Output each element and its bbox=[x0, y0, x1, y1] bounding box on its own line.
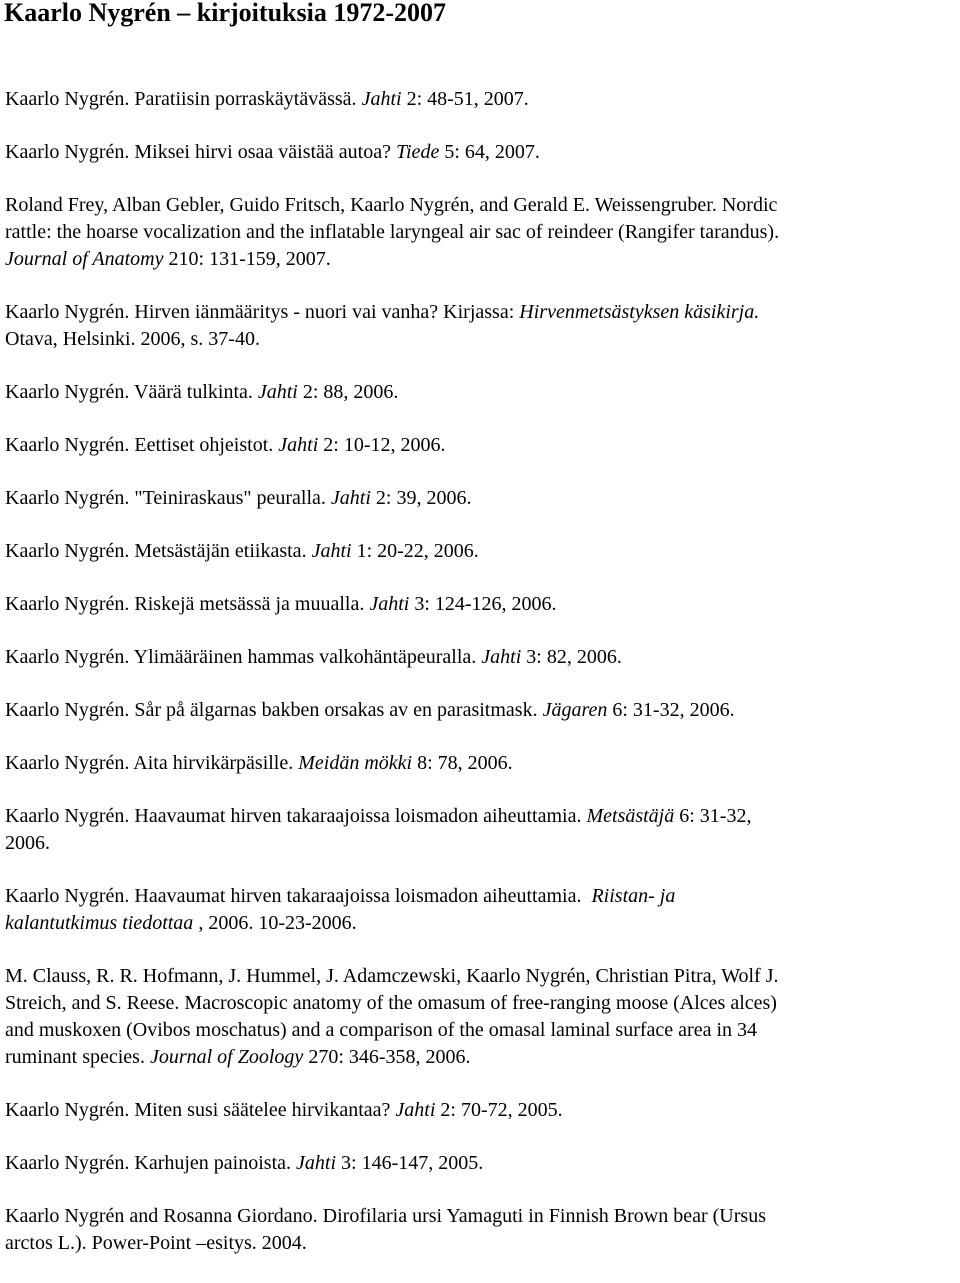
reference-text: 2006. bbox=[5, 832, 50, 854]
reference-text: 2: 48-51, 2007. bbox=[401, 88, 529, 110]
reference-text: Roland Frey, Alban Gebler, Guido Fritsch, Kaarlo Nygrén, and Gerald E. Weissengruber. Nordic bbox=[5, 194, 778, 216]
reference-line bbox=[5, 1150, 957, 1177]
reference-text: 5: 64, 2007. bbox=[439, 141, 540, 163]
journal-title: Jahti bbox=[330, 487, 371, 509]
reference-entry bbox=[5, 379, 957, 406]
reference-text: Kaarlo Nygrén. Karhujen painoista. bbox=[5, 1152, 297, 1174]
reference-text: Kaarlo Nygrén. Metsästäjän etiikasta. bbox=[5, 540, 312, 562]
journal-title: Jahti bbox=[361, 88, 402, 110]
reference-entry bbox=[5, 538, 957, 565]
reference-entry bbox=[5, 86, 957, 113]
reference-line bbox=[5, 697, 957, 724]
reference-text: 6: 31-32, bbox=[674, 805, 752, 827]
reference-line bbox=[5, 803, 957, 830]
journal-title: Jahti bbox=[311, 540, 352, 562]
reference-text: Kaarlo Nygrén. Eettiset ohjeistot. bbox=[5, 434, 279, 456]
reference-text: Kaarlo Nygrén and Rosanna Giordano. Dirofilaria ursi Yamaguti in Finnish Brown bear (Ursus bbox=[5, 1205, 766, 1227]
reference-line bbox=[5, 910, 957, 937]
reference-line bbox=[5, 326, 957, 353]
reference-line bbox=[5, 192, 957, 219]
reference-text: Kaarlo Nygrén. "Teiniraskaus" peuralla. bbox=[5, 487, 331, 509]
reference-line bbox=[5, 1044, 957, 1071]
journal-title: Meidän mökki bbox=[298, 752, 413, 774]
reference-text: 2: 39, 2006. bbox=[370, 487, 472, 509]
reference-text: 3: 124-126, 2006. bbox=[409, 593, 557, 615]
reference-text: Kaarlo Nygrén. Väärä tulkinta. bbox=[5, 381, 258, 403]
reference-line bbox=[5, 86, 957, 113]
reference-entry bbox=[5, 644, 957, 671]
journal-title: Jahti bbox=[278, 434, 319, 456]
journal-title: Jahti bbox=[395, 1099, 436, 1121]
reference-text: 2: 10-12, 2006. bbox=[318, 434, 446, 456]
reference-line bbox=[5, 139, 957, 166]
reference-line bbox=[5, 990, 957, 1017]
reference-line bbox=[5, 963, 957, 990]
journal-title: Tiede bbox=[395, 141, 440, 163]
reference-line bbox=[5, 432, 957, 459]
reference-text: M. Clauss, R. R. Hofmann, J. Hummel, J. Adamczewski, Kaarlo Nygrén, Christian Pitra, Wolf J. bbox=[5, 965, 779, 987]
reference-line bbox=[5, 246, 957, 273]
reference-text: Kaarlo Nygrén. Miksei hirvi osaa väistää autoa? bbox=[5, 141, 396, 163]
reference-entry bbox=[5, 1150, 957, 1177]
reference-text: Kaarlo Nygrén. Hirven iänmääritys - nuori vai vanha? Kirjassa: bbox=[5, 301, 520, 323]
reference-text: 1: 20-22, 2006. bbox=[351, 540, 479, 562]
journal-title: Journal of Anatomy bbox=[5, 248, 164, 270]
reference-text: 3: 146-147, 2005. bbox=[336, 1152, 484, 1174]
reference-line bbox=[5, 1230, 957, 1257]
reference-text: 6: 31-32, 2006. bbox=[607, 699, 735, 721]
journal-title: Jahti bbox=[481, 646, 522, 668]
reference-entry bbox=[5, 883, 957, 937]
reference-text: 270: 346-358, 2006. bbox=[303, 1046, 471, 1068]
reference-entry bbox=[5, 1203, 957, 1257]
journal-title: Jahti bbox=[257, 381, 298, 403]
reference-entry bbox=[5, 697, 957, 724]
journal-title: Hirvenmetsästyksen käsikirja. bbox=[519, 301, 760, 323]
reference-text: Kaarlo Nygrén. Riskejä metsässä ja muualla. bbox=[5, 593, 370, 615]
page-title: Kaarlo Nygrén – kirjoituksia 1972-2007 bbox=[4, 0, 446, 27]
reference-text: Kaarlo Nygrén. Paratiisin porraskäytävässä. bbox=[5, 88, 362, 110]
journal-title: Jahti bbox=[369, 593, 410, 615]
journal-title: Riistan- ja bbox=[591, 885, 676, 907]
journal-title: Jägaren bbox=[542, 699, 608, 721]
reference-text: rattle: the hoarse vocalization and the inflatable laryngeal air sac of reindeer (Rangifer tarandus). bbox=[5, 221, 780, 243]
reference-line bbox=[5, 591, 957, 618]
reference-text: 2: 88, 2006. bbox=[297, 381, 399, 403]
journal-title: Jahti bbox=[296, 1152, 337, 1174]
journal-title: kalantutkimus tiedottaa bbox=[5, 912, 194, 934]
reference-line bbox=[5, 1097, 957, 1124]
reference-text: Kaarlo Nygrén. Aita hirvikärpäsille. bbox=[5, 752, 299, 774]
journal-title: Journal of Zoology bbox=[149, 1046, 304, 1068]
reference-entry bbox=[5, 591, 957, 618]
reference-line bbox=[5, 299, 957, 326]
reference-line bbox=[5, 883, 957, 910]
reference-text: ruminant species. bbox=[5, 1046, 150, 1068]
reference-text: Otava, Helsinki. 2006, s. 37-40. bbox=[5, 328, 260, 350]
reference-text: 2: 70-72, 2005. bbox=[435, 1099, 563, 1121]
reference-line bbox=[5, 485, 957, 512]
reference-text: and muskoxen (Ovibos moschatus) and a comparison of the omasal laminal surface area in 34 bbox=[5, 1019, 758, 1041]
reference-entry bbox=[5, 963, 957, 1071]
reference-text: 3: 82, 2006. bbox=[521, 646, 622, 668]
reference-line bbox=[5, 219, 957, 246]
reference-entry bbox=[5, 432, 957, 459]
reference-text: arctos L.). Power-Point –esitys. 2004. bbox=[5, 1232, 307, 1254]
reference-line bbox=[5, 644, 957, 671]
reference-text: Kaarlo Nygrén. Miten susi säätelee hirvikantaa? bbox=[5, 1099, 396, 1121]
reference-text: Kaarlo Nygrén. Haavaumat hirven takaraajoissa loismadon aiheuttamia. bbox=[5, 885, 592, 907]
reference-text: Kaarlo Nygrén. Haavaumat hirven takaraajoissa loismadon aiheuttamia. bbox=[5, 805, 587, 827]
reference-line bbox=[5, 750, 957, 777]
reference-text: Kaarlo Nygrén. Ylimääräinen hammas valkohäntäpeuralla. bbox=[5, 646, 482, 668]
reference-text: Streich, and S. Reese. Macroscopic anatomy of the omasum of free-ranging moose (Alces alces) bbox=[5, 992, 777, 1014]
reference-entry bbox=[5, 750, 957, 777]
journal-title: Metsästäjä bbox=[586, 805, 675, 827]
reference-line bbox=[5, 1203, 957, 1230]
reference-line bbox=[5, 1017, 957, 1044]
reference-entry bbox=[5, 1097, 957, 1124]
reference-entry bbox=[5, 485, 957, 512]
reference-line bbox=[5, 830, 957, 857]
reference-text: 210: 131-159, 2007. bbox=[163, 248, 331, 270]
reference-text: 8: 78, 2006. bbox=[412, 752, 513, 774]
reference-entry bbox=[5, 139, 957, 166]
reference-text: , 2006. 10-23-2006. bbox=[193, 912, 357, 934]
reference-line bbox=[5, 379, 957, 406]
reference-entry bbox=[5, 299, 957, 353]
reference-text: Kaarlo Nygrén. Sår på älgarnas bakben orsakas av en parasitmask. bbox=[5, 699, 543, 721]
reference-entry bbox=[5, 803, 957, 857]
reference-line bbox=[5, 538, 957, 565]
reference-entry bbox=[5, 192, 957, 273]
